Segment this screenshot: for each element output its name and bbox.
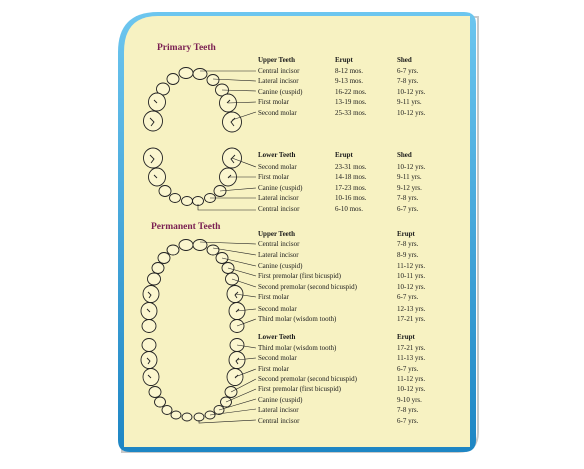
tooth-name: Third molar (wisdom tooth) <box>258 344 337 352</box>
tooth-name: Second molar <box>258 305 297 313</box>
shed-age: 7-8 yrs. <box>397 194 419 202</box>
erupt-age: 10-12 yrs. <box>397 385 426 393</box>
erupt-age: 17-21 yrs. <box>397 315 426 323</box>
erupt-age: 25-33 mos. <box>335 109 367 117</box>
erupt-age: 10-16 mos. <box>335 194 367 202</box>
erupt-age: 8-12 mos. <box>335 67 363 75</box>
erupt-age: 17-21 yrs. <box>397 344 426 352</box>
shed-age: 10-12 yrs. <box>397 88 426 96</box>
erupt-age: 6-7 yrs. <box>397 417 419 425</box>
tooth-name: Lateral incisor <box>258 194 299 202</box>
shed-age: 7-8 yrs. <box>397 77 419 85</box>
tooth-name: Lateral incisor <box>258 406 299 414</box>
tooth-name: First molar <box>258 293 289 301</box>
tooth-name: Central incisor <box>258 67 300 75</box>
tooth-name: First molar <box>258 173 289 181</box>
shed-age: 9-11 yrs. <box>397 173 422 181</box>
tooth-name: Second molar <box>258 163 297 171</box>
tooth-name: Second molar <box>258 354 297 362</box>
column-header: Upper Teeth <box>258 230 296 238</box>
tooth-name: First molar <box>258 98 289 106</box>
column-header: Shed <box>397 56 412 64</box>
erupt-age: 12-13 yrs. <box>397 305 426 313</box>
tooth-name: Lateral incisor <box>258 251 299 259</box>
tooth-name: First premolar (first bicuspid) <box>258 272 342 280</box>
erupt-age: 14-18 mos. <box>335 173 367 181</box>
erupt-age: 9-13 mos. <box>335 77 363 85</box>
erupt-age: 13-19 mos. <box>335 98 367 106</box>
tooth-name: Canine (cuspid) <box>258 184 303 192</box>
column-header: Upper Teeth <box>258 56 296 64</box>
erupt-age: 11-12 yrs. <box>397 262 426 270</box>
shed-age: 10-12 yrs. <box>397 109 426 117</box>
erupt-age: 11-12 yrs. <box>397 375 426 383</box>
column-header: Erupt <box>397 333 415 341</box>
tooth-name: Second premolar (second bicuspid) <box>258 375 357 383</box>
column-header: Lower Teeth <box>258 333 296 341</box>
tooth-name: Canine (cuspid) <box>258 262 303 270</box>
erupt-age: 7-8 yrs. <box>397 406 419 414</box>
tooth-name: Canine (cuspid) <box>258 396 303 404</box>
erupt-age: 17-23 mos. <box>335 184 367 192</box>
tooth-name: First premolar (first bicuspid) <box>258 385 342 393</box>
shed-age: 6-7 yrs. <box>397 67 419 75</box>
erupt-age: 7-8 yrs. <box>397 240 419 248</box>
erupt-age: 11-13 yrs. <box>397 354 426 362</box>
permanent-teeth-title: Permanent Teeth <box>151 222 221 232</box>
shed-age: 9-12 yrs. <box>397 184 422 192</box>
tooth-name: Central incisor <box>258 240 300 248</box>
column-header: Shed <box>397 151 412 159</box>
column-header: Lower Teeth <box>258 151 296 159</box>
tooth-name: Lateral incisor <box>258 77 299 85</box>
erupt-age: 10-12 yrs. <box>397 283 426 291</box>
erupt-age: 23-31 mos. <box>335 163 367 171</box>
tooth-name: Third molar (wisdom tooth) <box>258 315 337 323</box>
tooth-name: Second premolar (second bicuspid) <box>258 283 357 291</box>
erupt-age: 6-7 yrs. <box>397 365 419 373</box>
column-header: Erupt <box>335 56 353 64</box>
tooth-name: Central incisor <box>258 205 300 213</box>
erupt-age: 10-11 yrs. <box>397 272 426 280</box>
shed-age: 10-12 yrs. <box>397 163 426 171</box>
tooth-name: Canine (cuspid) <box>258 88 303 96</box>
primary-teeth-title: Primary Teeth <box>157 43 216 53</box>
tooth-name: Second molar <box>258 109 297 117</box>
erupt-age: 6-10 mos. <box>335 205 363 213</box>
tooth-name: First molar <box>258 365 289 373</box>
tooth-name: Central incisor <box>258 417 300 425</box>
column-header: Erupt <box>397 230 415 238</box>
shed-age: 6-7 yrs. <box>397 205 419 213</box>
shed-age: 9-11 yrs. <box>397 98 422 106</box>
erupt-age: 6-7 yrs. <box>397 293 419 301</box>
erupt-age: 16-22 mos. <box>335 88 367 96</box>
erupt-age: 9-10 yrs. <box>397 396 422 404</box>
column-header: Erupt <box>335 151 353 159</box>
erupt-age: 8-9 yrs. <box>397 251 419 259</box>
